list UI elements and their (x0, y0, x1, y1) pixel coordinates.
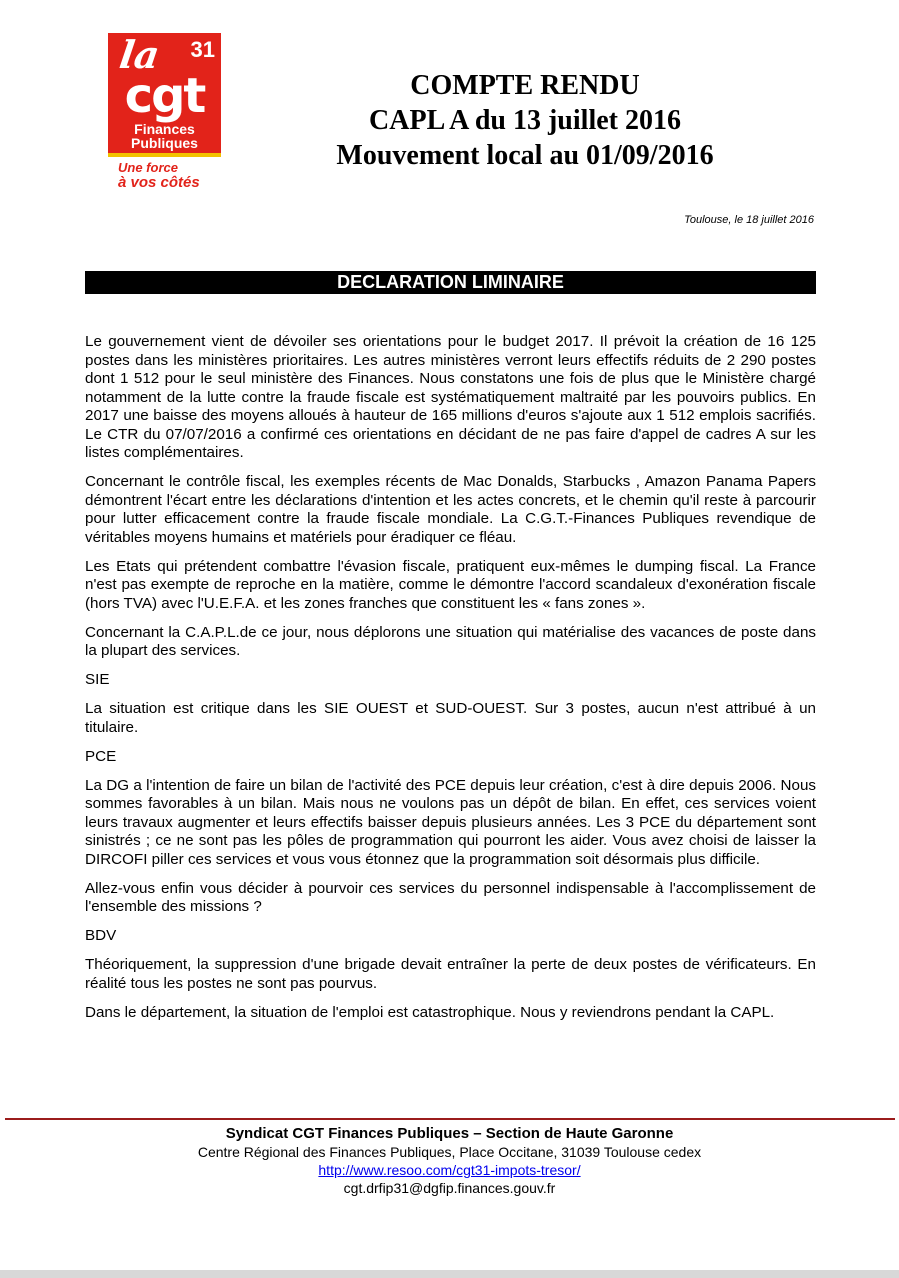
logo-stripe (108, 153, 221, 157)
paragraph: La situation est critique dans les SIE OUEST et SUD-OUEST. Sur 3 postes, aucun n'est attribué à un titulaire. (85, 700, 816, 736)
footer-org: Syndicat CGT Finances Publiques – Section de Haute Garonne (225, 1125, 674, 1142)
paragraph: Le gouvernement vient de dévoiler ses orientations pour le budget 2017. Il prévoit la création de 16 125 postes dans les ministères prioritaires. Les autres ministères verront leurs effectifs réduits de 2 290 postes dont 1 512 pour le seul ministère des Finances. Nous constatons une fois de plus que le Ministère chargé notamment de la lutte contre la fraude fiscale est systématiquement maltraité par les pouvoirs publics. En 2017 une baisse des moyens alloués à hauteur de 165 millions d'euros s'ajoute aux 1 512 emplois sacrifiés. Le CTR du 07/07/2016 a confirmé ces orientations en décidant de ne pas faire d'appel de cadres A sur les listes complémentaires. (85, 333, 816, 461)
logo-la: la (116, 32, 163, 77)
footer-email: cgt.drfip31@dgfip.finances.gouv.fr (343, 1180, 556, 1196)
logo-number: 31 (190, 37, 215, 62)
document-body (85, 333, 816, 1033)
paragraph: Concernant le contrôle fiscal, les exemples récents de Mac Donalds, Starbucks , Amazon Panama Papers démontrent l'écart entre les déclarations d'intention et les actes concrets, et le chemin qu'il reste à parcourir pour lutter efficacement contre la fraude fiscale mondiale. La C.G.T.-Finances Publiques revendique de véritables moyens humains et matériels pour éradiquer ce fléau. (85, 473, 816, 546)
logo-tagline-2: à vos côtés (118, 174, 200, 191)
paragraph: Allez-vous enfin vous décider à pourvoir ces services du personnel indispensable à l'accomplissement de l'ensemble des missions ? (85, 879, 816, 915)
title-line-2: CAPL A du 13 juillet 2016 (369, 105, 681, 136)
section-heading-bdv: BDV (85, 927, 117, 944)
paragraph: La DG a l'intention de faire un bilan de l'activité des PCE depuis leur création, c'est à dire depuis 2006. Nous sommes favorables à un bilan. Mais nous ne voulons pas un dépôt de bilan. En effet, ces services voient leurs travaux augmenter et leurs effectifs baisser depuis plusieurs années. Les 3 PCE du département sont sinistrés ; ce ne sont pas les pôles de programmation qui pourront les aider. Vous avez choisi de laisser la DIRCOFI piller ces services et vous vous étonnez que la programmation soit désormais plus difficile. (85, 776, 816, 868)
title-line-3: Mouvement local au 01/09/2016 (336, 140, 714, 171)
footer-url-link[interactable]: http://www.resoo.com/cgt31-impots-tresor/ (318, 1162, 581, 1178)
paragraph: Théoriquement, la suppression d'une brigade devait entraîner la perte de deux postes de vérificateurs. En réalité tous les postes ne sont pas pourvus. (85, 956, 816, 992)
document-date: Toulouse, le 18 juillet 2016 (684, 214, 814, 226)
logo-name: cgt (124, 68, 205, 124)
footer-divider (5, 1118, 895, 1120)
paragraph: Concernant la C.A.P.L.de ce jour, nous déplorons une situation qui matérialise des vacances de poste dans la plupart des services. (85, 623, 816, 659)
section-heading-pce: PCE (85, 747, 117, 765)
paragraph: Dans le département, la situation de l'emploi est catastrophique. Nous y reviendrons pendant la CAPL. (85, 1003, 775, 1021)
footer-address: Centre Régional des Finances Publiques, Place Occitane, 31039 Toulouse cedex (197, 1144, 702, 1160)
cgt-logo (108, 33, 221, 191)
title-line-1: COMPTE RENDU (410, 70, 640, 101)
section-heading-sie: SIE (85, 671, 110, 688)
logo-division: Finances Publiques (131, 121, 198, 151)
paragraph: Les Etats qui prétendent combattre l'évasion fiscale, pratiquent eux-mêmes le dumping fiscal. La France n'est pas exempte de reproche en la matière, comme le démontre l'accord scandaleux d'exonération fiscale (hors TVA) avec l'U.E.F.A. et les zones franches que constituent les « fans zones ». (85, 557, 816, 612)
page-bottom-bar (0, 1270, 899, 1278)
logo-tagline-1: Une force (118, 160, 178, 175)
document-title (290, 68, 760, 173)
footer (0, 1125, 899, 1197)
section-banner: DECLARATION LIMINAIRE (85, 271, 816, 294)
